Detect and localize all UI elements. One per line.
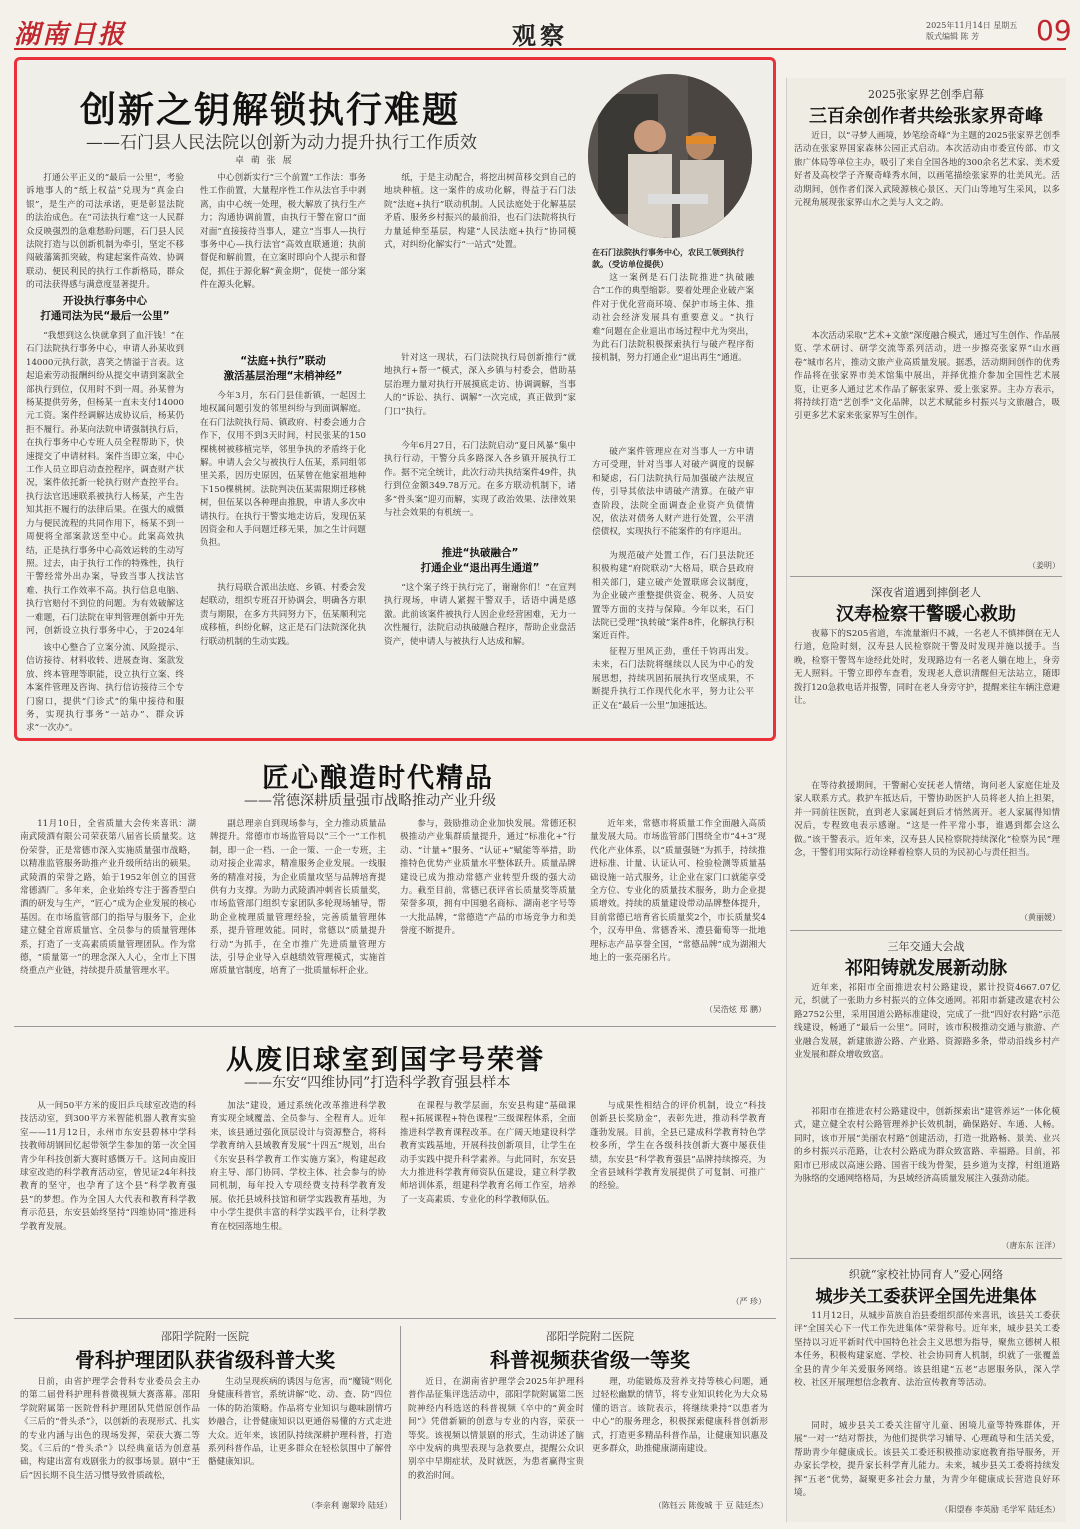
article-column: 为规范破产处置工作，石门县法院还积极构建“府院联动”大格局，联合县政府相关部门，建立破产处置联席会议制度，为企业破产重整提供资金、税务、人员安置等方面的支持与保障。今年以来，石门法院已受理“执转破”案件8件，化解执行积案近百件。 (592, 551, 754, 642)
subheading: 推进“执破融合” 打通企业“退出再生通道” (420, 547, 540, 574)
article-column: 副总理亲自到现场参与，全力推动质量品牌提升。常德市市场监管局以“三个一”工作机制，即一企一档、一企一策、一企一专班，主动对接企业需求，精准服务企业发展。一线服务的精准对接，为企业质量攻坚与品牌培育提供有力支撑。为助力武陵酒冲刺省长质量奖，市场监管部门组织专家团队多轮现场辅导，帮助企业梳理质量管理经验，完善质量管理体系，提升管理效能。同时，常德以“质量提升行动”为抓手，在全市推广先进质量管理方法，引导企业导入卓越绩效管理模式，实施首席质量官制度，培育了一批质量标杆企业。 (210, 819, 386, 977)
subheading: “法庭+执行”联动 激活基层治理“末梢神经” (223, 355, 343, 382)
photo-illustration (588, 74, 752, 238)
article-column: “这个案子终于执行完了，谢谢你们！”在宣判执行现场，申请人紧握干警双手，话语中满是感激。此前该案件被执行人因企业经营困难，无力一次性履行，法院启动执破融合程序，帮助企业盘活资产，使申请人与被执行人达成和解。 (384, 583, 576, 647)
article-column: 祁阳市在推进农村公路建设中，创新探索出“建管养运”一体化模式，建立健全农村公路管理养护长效机制，确保路好、车通、人畅。同时，该市开展“美丽农村路”创建活动，打造一批路畅、景美、业兴的乡村振兴示范路，让农村公路成为群众致富路、幸福路。目前，祁阳市已形成以高速公路、国省干线为骨架，县乡道为支撑，村组道路为脉络的交通网络格局，为县域经济高质量发展注入强劲动能。 (794, 1107, 1060, 1185)
article-author: （吴浩炫 郑 鹏） (704, 1005, 766, 1014)
masthead (14, 14, 1072, 50)
article-column: 在等待救援期间，干警耐心安抚老人情绪，询问老人家庭住址及家人联系方式。救护车抵达后，干警协助医护人员将老人抬上担架，并一同前往医院，直到老人家属赶到后才悄然离开。老人家属得知情况后，专程致电表示感谢。“这是一件平常小事，谁遇到都会这么做。”该干警表示。近年来，汉寿县人民检察院持续深化“检察为民”理念，干警们用实际行动诠释着检察人员的为民初心与责任担当。 (794, 781, 1060, 859)
article-column: 与成果性相结合的评价机制，设立“科技创新县长奖励金”，表彰先进，推动科学教育蓬勃发展。目前，全县已建成科学教育特色学校多所，学生在各级科技创新大赛中屡获佳绩，东安县“科学教育强县”品牌持续擦亮，为全省县域科学教育发展提供了可复制、可推广的经验。 (590, 1101, 766, 1192)
article-title: 祁阳铸就发展新动脉 (845, 958, 1007, 979)
divider (790, 576, 1062, 577)
article-column: 这一案例是石门法院推进“执破融合”工作的典型缩影。要着处理企业破产案件对于优化营商环境、保护市场主体、推动社会经济发展具有重要意义。“执行难”问题在企业退出市场过程中尤为突出，为此石门法院积极探索执行与破产程序衔接机制，努力打通企业“退出再生”通道。 (592, 273, 754, 364)
article-column: 从一间50平方米的废旧乒乓球室改造的科技活动室，到300平方米智能机器人教育实验室——11月12日，永州市东安县碧林中学科技教师胡钢回忆起带领学生参加的第一次全国青少年科技创新大赛时感慨万千。这间由废旧球室改造的科学教育活动室，曾见证24年科技教育的坚守，也孕育了这个县“科学教育强县”的梦想。作为全国人大代表和教育科学教育示范县，东安县始终坚持“四维协同”推进科学教育发展。 (20, 1101, 196, 1232)
article-author: （唐东东 汪洋） (1001, 1241, 1060, 1250)
article-column: 11月10日，全省质量大会传来喜讯：湖南武陵酒有限公司荣获第八届省长质量奖。这份荣誉，正是常德市深入实施质量强市战略，以精准监管服务助推产业升级所结出的硕果。武陵酒的荣誉之路，始于1952年创立的国营常德酒厂。多年来，企业始终专注于酱香型白酒的研发与生产，“匠心”成为企业发展的核心基因。在市场监管部门的指导与服务下，企业建立健全首席质量官、全员参与的质量管理体系，打造了一支高素质质量管理团队。作为常德，“质量第一”的理念深入人心，全市上下围绕重点产业链，持续提升质量管理水平。 (20, 819, 196, 977)
article-column: 执行局联合派出法庭、乡镇、村委会发起联动，组织专班召开协调会，明确各方职责与期限，在多方共同努力下，伍某顺利完成移植，纠纷化解，这正是石门法院深化执行联动机制的生动实践。 (200, 583, 366, 647)
divider (790, 1258, 1062, 1259)
article-title: 三百余创作者共绘张家界奇峰 (809, 106, 1043, 127)
article-column: “我想到这么快就拿到了血汗钱！”在石门法院执行事务中心，申请人孙某收到14000元执行款，喜笑之情溢于言表。这起追索劳动报酬纠纷从提交申请到案款全部执行到位，仅用时不到一周。孙某曾为杨某提供劳务，但杨某一直未支付14000元工资。案件经调解达成协议后，杨某仍拒不履行。孙某向法院申请强制执行后，在执行事务中心专班人员全程帮助下，快速提交了申请材料。案件当即立案，中心工作人员立即启动查控程序，调查财产状况，案件依托新一轮执行财产查控平台。执行法官迅速联系被执行人杨某，产生告知其拒不履行的法律后果。在强大的威慑力与便民流程的共同作用下，杨某不到一周便将全部案款送至中心。此案高效执结，正是执行事务中心高效运转的生动写照。过去，由于执行工作的特殊性，执行干警经常外出办案，导致当事人找法官难、执行工作效率不高。执行信息电脑、执行官赔付不到位的问题。为有效破解这一难题，石门法院在审判管理创新中开先河，创新设立执行事务中心，于2024年 (26, 331, 184, 636)
divider (14, 1026, 776, 1027)
editor-line: 版式编辑 陈 芳 (926, 32, 980, 41)
article-title: 匠心酿造时代精品 (262, 763, 494, 794)
divider (400, 1326, 401, 1520)
article-photo (588, 74, 752, 238)
divider (790, 930, 1062, 931)
article-subtitle: ——常德深耕质量强市战略推动产业升级 (244, 793, 496, 809)
article-author: （李亲利 谢翠玲 陆廷） (306, 1501, 392, 1510)
article-subtitle: ——东安“四维协同”打造科学教育强县样本 (244, 1075, 511, 1091)
article-kicker: 邵阳学院附二医院 (546, 1330, 634, 1343)
article-author: （黄丽媛） (1020, 913, 1060, 922)
article-column: 中心创新实行“三个前置”工作法：事务性工作前置，大量程序性工作从法官手中剥离，由中心统一处理，极大解放了执行生产力；沟通协调前置，由执行干警在窗口“面对面”直接接待当事人，建立“当事人—执行事务中心—执行法官”高效直联通道；执前督促和解前置，在立案时即向个人提示和督促，抓住于源化解“黄金期”，促使一部分案件在源头化解。 (200, 173, 366, 291)
article-column: 征程万里风正劲，重任千钧再出发。未来，石门法院将继续以人民为中心的发展思想，持续巩固拓展执行攻坚成果，不断提升执行工作现代化水平，努力让公平正义在“最后一公里”加速抵达。 (592, 647, 754, 711)
article-column: 同时，城步县关工委关注留守儿童、困境儿童等特殊群体，开展“一对一”结对帮扶，为他们提供学习辅导、心理疏导和生活关爱，帮助青少年健康成长。该县关工委还积极推动家庭教育指导服务，开办家长学校，提升家长科学育儿能力。未来，城步县关工委将持续发挥“五老”优势，凝聚更多社会力量，为青少年健康成长营造良好环境。 (794, 1421, 1060, 1499)
article-column: 近日，在湖南省护理学会2025年护理科普作品征集评选活动中，邵阳学院附属第二医院神经内科选送的科普视频《卒中的“黄金时间”》凭借新颖的创意与专业的内容，荣获一等奖。该视频以情景剧的形式，生动讲述了脑卒中发病的典型表现与急救要点，提醒公众识别卒中早期症状，及时就医，为患者赢得宝贵的救治时间。 (408, 1377, 584, 1481)
article-column: 生动呈现疾病的诱因与危害，而“魔镜”则化身健康科普官，系统讲解“吃、动、查、防”四位一体的防治策略。作品将专业知识与趣味剧情巧妙融合，让骨健康知识以更通俗易懂的方式走进大众。近年来，该团队持续深耕护理科普，打造系列科普作品，让更多群众在轻松氛围中了解骨骼健康知识。 (208, 1377, 392, 1468)
article-column: 近年来，祁阳市全面推进农村公路建设，累计投资4667.07亿元，织就了一张助力乡村振兴的立体交通网。祁阳市新建改建农村公路2752公里，采用国道公路标准建设，完成了一批“四好农村路”示范线建设，畅通了“最后一公里”。同时，该市积极推动交通与旅游、产业融合发展，新建旅游公路、产业路、资源路多条，带动沿线乡村产业发展和群众增收致富。 (794, 983, 1060, 1061)
photo-caption: 在石门法院执行事务中心，农民工领到执行款。（受访单位提供） (592, 247, 744, 269)
article-author: （阳望春 李英励 毛学军 陆廷杰） (940, 1505, 1060, 1514)
article-column: 针对这一现状，石门法院执行局创新推行“就地执行+帮一”模式，深入乡镇与村委会，借助基层治理力量对执行开展摸底走访、协调调解，当事人的“诉讼、执行、调解”一次完成，真正做到“家门口”执行。 (384, 353, 576, 417)
article-kicker: 邵阳学院附一医院 (161, 1330, 249, 1343)
date-line: 2025年11月14日 星期五 (926, 21, 1018, 30)
article-column: 参与，鼓励推动企业加快发展。常德还积极推动产业集群质量提升，通过“标准化+”行动、“计量+”服务、“认证+”赋能等举措，助推特色优势产业质量水平整体跃升。质量品牌建设已成为推动常德产业转型升级的强大动力。截至目前，常德已获评省长质量奖等质量荣誉多项，拥有中国驰名商标、湖南老字号等一大批品牌，“常德造”产品的市场竞争力和美誉度不断提升。 (400, 819, 576, 937)
page-number: 09 (1036, 14, 1072, 47)
article-title: 从废旧球室到国字号荣誉 (226, 1045, 545, 1076)
article-column: 近日，以“寻梦人画境，妙笔绘奇峰”为主题的2025张家界艺创季活动在张家界国家森林公园正式启动。本次活动由市委宣传部、市文旅广体局等单位主办，吸引了来自全国各地的300余名艺术家、美术爱好者及高校学子齐聚奇峰秀水间，以画笔描绘张家界的壮美风光。活动期间，创作者们深入武陵源核心景区、天门山等地写生采风，以多元视角展现张家界山水之美与人文之韵。 (794, 131, 1060, 209)
article-byline: 卓 萌 张 展 (235, 156, 294, 166)
article-column: 纸，于是主动配合，将挖出树苗移交到自己的地块种植。这一案件的成功化解，得益于石门法院“法庭+执行”联动机制。人民法庭处于化解基层矛盾、服务乡村振兴的最前沿，也石门法院将执行力量延伸至基层，构建“人民法庭+执行”协同模式，对纠纷化解实行“一站式”处置。 (384, 173, 576, 251)
article-column: 本次活动采取“艺术+文旅”深度融合模式，通过写生创作、作品展览、学术研讨、研学交流等系列活动，进一步擦亮张家界“山水画卷”城市名片，推动文旅产业高质量发展。据悉，活动期间创作的优秀作品将在张家界市美术馆集中展出，并择优推介参加全国性艺术展览，让更多人通过艺术作品了解张家界、爱上张家界。主办方表示，将持续打造“艺创季”文化品牌，以艺术赋能乡村振兴与文旅融合，吸引更多艺术家来张家界写生创作。 (794, 331, 1060, 422)
article-column: 今年6月27日，石门法院启动“夏日风暴”集中执行行动，干警分兵多路深入各乡镇开展执行工作。据不完全统计，此次行动共执结案件49件，执行到位金额349.78万元。在多方联动机制下，诸多“骨头案”迎刃而解，实现了政治效果、法律效果与社会效果的有机统一。 (384, 441, 576, 519)
article-subtitle: ——石门县人民法院以创新为动力提升执行工作质效 (86, 133, 477, 153)
article-kicker: 深夜省道遇到摔倒老人 (871, 586, 981, 599)
article-kicker: 2025张家界艺创季启幕 (868, 88, 984, 101)
article-column: 在课程与教学层面，东安县构建“基础课程+拓展课程+特色课程”三级课程体系，全面推进科学教育课程改革。在广阔天地建设科学教育实践基地，开展科技创新项目，让学生在动手实践中提升科学素养。与此同时，东安县大力推进科学教育师资队伍建设，建立科学教师培训体系，组建科学教育名师工作室，培养了一支高素质、专业化的科学教师队伍。 (400, 1101, 576, 1205)
article-column: 11月12日，从城步苗族自治县委组织部传来喜讯，该县关工委获评“全国关心下一代工作先进集体”荣誉称号。近年来，城步县关工委坚持以习近平新时代中国特色社会主义思想为指导，聚焦立德树人根本任务，积极构建家庭、学校、社会协同育人机制，织就了一张覆盖全县的青少年关爱服务网络。该县组建“五老”志愿服务队，深入学校、社区开展理想信念教育、法治宣传教育等活动。 (794, 1311, 1060, 1389)
divider (14, 1318, 776, 1319)
article-author: （姜明） (1028, 561, 1060, 570)
article-author: （陈钰云 陈俊城 于 豆 陆廷杰） (653, 1501, 768, 1510)
article-column: 该中心整合了立案分流、风险提示、信访接待、材料收转、进展查询、案款发放、终本管理等职能，设立执行立案、终本案件管理及咨询、执行信访接待三个专门窗口，提供“门诊式”的集中接待和服务，实现执行事务“一站办”、群众诉求“一次办”。 (26, 643, 184, 734)
article-column: 夜幕下的S205省道，车流量渐归不减，一名老人不慎摔倒在无人行道，危险时刻，汉寿县人民检察院干警及时发现并施以援手。当晚，检察干警驾车途经此处时，发现路边有一名老人躺在地上，身旁无人照料。干警立即停车查看，发现老人意识清醒但无法站立，随即拨打120急救电话并报警，同时在老人身旁守护，提醒来往车辆注意避让。 (794, 629, 1060, 707)
article-column: 理，功能锻炼及营养支持等核心问题，通过轻松幽默的情节，将专业知识转化为大众易懂的语言。该院表示，将继续秉持“以患者为中心”的服务理念，积极探索健康科普创新形式，打造更多精品科普作品，让健康知识惠及更多群众，助推健康湖南建设。 (592, 1377, 768, 1455)
article-author: （严 珍） (731, 1297, 766, 1306)
article-title: 城步关工委获评全国先进集体 (815, 1287, 1037, 1307)
article-column: 日前，由省护理学会骨科专业委员会主办的第二届骨科护理科普微视频大赛落幕。邵阳学院附属第一医院骨科护理团队凭借原创作品《三后的“骨头杀”》，以创新的表现形式、扎实的专业内涵与出色的现场发挥，荣获大赛二等奖。《三后的“骨头杀”》以经典童话为创意基础，构建出富有戏剧张力的叙事场景。剧中“王后”因长期不良生活习惯导致骨质疏松， (20, 1377, 200, 1481)
article-column: 破产案件管理应在对当事人一方申请方可受理，针对当事人对破产调度的误解和疑虑，石门法院执行局加强破产法规宣传，引导其依法申请破产清算。在破产审查阶段，法院全面调查企业资产负债情况，依法对债务人财产进行处置，公平清偿债权，实现执行不能案件的有序退出。 (592, 447, 754, 538)
article-title: 骨科护理团队获省级科普大奖 (75, 1348, 335, 1372)
article-kicker: 织就“家校社协同育人”爱心网络 (848, 1268, 1004, 1281)
article-column: 加法”建设，通过系统化改革推进科学教育实现全域覆盖、全员参与、全程育人。近年来，该县通过强化顶层设计与资源整合，将科学教育纳入县域教育发展“十四五”规划，出台《东安县科学教育工作实施方案》，构建起政府主导、部门协同、学校主体、社会参与的协同机制，每年投入专项经费支持科学教育发展。依托县域科技馆和研学实践教育基地，为中小学生提供丰富的科学实践平台，让科学教育在校园落地生根。 (210, 1101, 386, 1232)
date-info (926, 20, 1036, 42)
article-column: 今年3月，东石门县佳新镇，一起因土地权属问题引发的邻里纠纷与到面调解庭。在石门法院执行局、镇政府、村委会通力合作下，仅用不到3天时间，村民张某的150棵桃树被移植完毕，邻里争执的矛盾终于化解。申请人会父与被执行人伍某，系同组邻里关系，因历史原因，伍某曾在他家祖地种下150棵桃树。法院判决伍某需限期迁移桃树，但伍某以各种理由推脱，申请人多次申请执行。在执行干警实地走访后，发现伍某因资金和人手问题迁移无果，加之生计问题负担。 (200, 391, 366, 549)
article-title: 创新之钥解锁执行难题 (80, 90, 461, 131)
newspaper-logo: 湖南日报 (14, 20, 127, 50)
article-kicker: 三年交通大会战 (887, 940, 965, 953)
article-title: 科普视频获省级一等奖 (490, 1348, 690, 1372)
subheading: 开设执行事务中心 打通司法为民“最后一公里” (40, 295, 170, 322)
article-column: 近年来，常德市将质量工作全面融入高质量发展大局。市场监管部门围绕全市“4+3”现代化产业体系，以“质量强链”为抓手，持续推进标准、计量、认证认可、检验检测等质量基础设施一站式服务，让企业在家门口就能享受全方位、专业化的质量技术服务，助力企业提质增效。持续的质量建设带动品牌整体提升，目前常德已培育省长质量奖2个，市长质量奖4个，汉寿甲鱼、常德香米、澧县葡萄等一批地理标志产品享誉全国，“常德品牌”成为湖湘大地上的一张亮丽名片。 (590, 819, 766, 964)
section-title: 观察 (512, 21, 568, 50)
article-column: 打通公平正义的“最后一公里”，考验诉地事人的“纸上权益”兑现为“真金白银”，是生产的司法承诺，更是彰显法院的法治成色。在“司法执行难”这一人民群众反映强烈的急难愁盼问题，石门县人民法院打造与以创新机制为牵引，坚定不移闯破藩篱抓突破，构建起案件高效、协调联动、便民利民的执行工作新格局，群众的司法获得感与满意度显著提升。 (26, 173, 184, 291)
article-title: 汉寿检察干警暖心救助 (836, 604, 1016, 625)
